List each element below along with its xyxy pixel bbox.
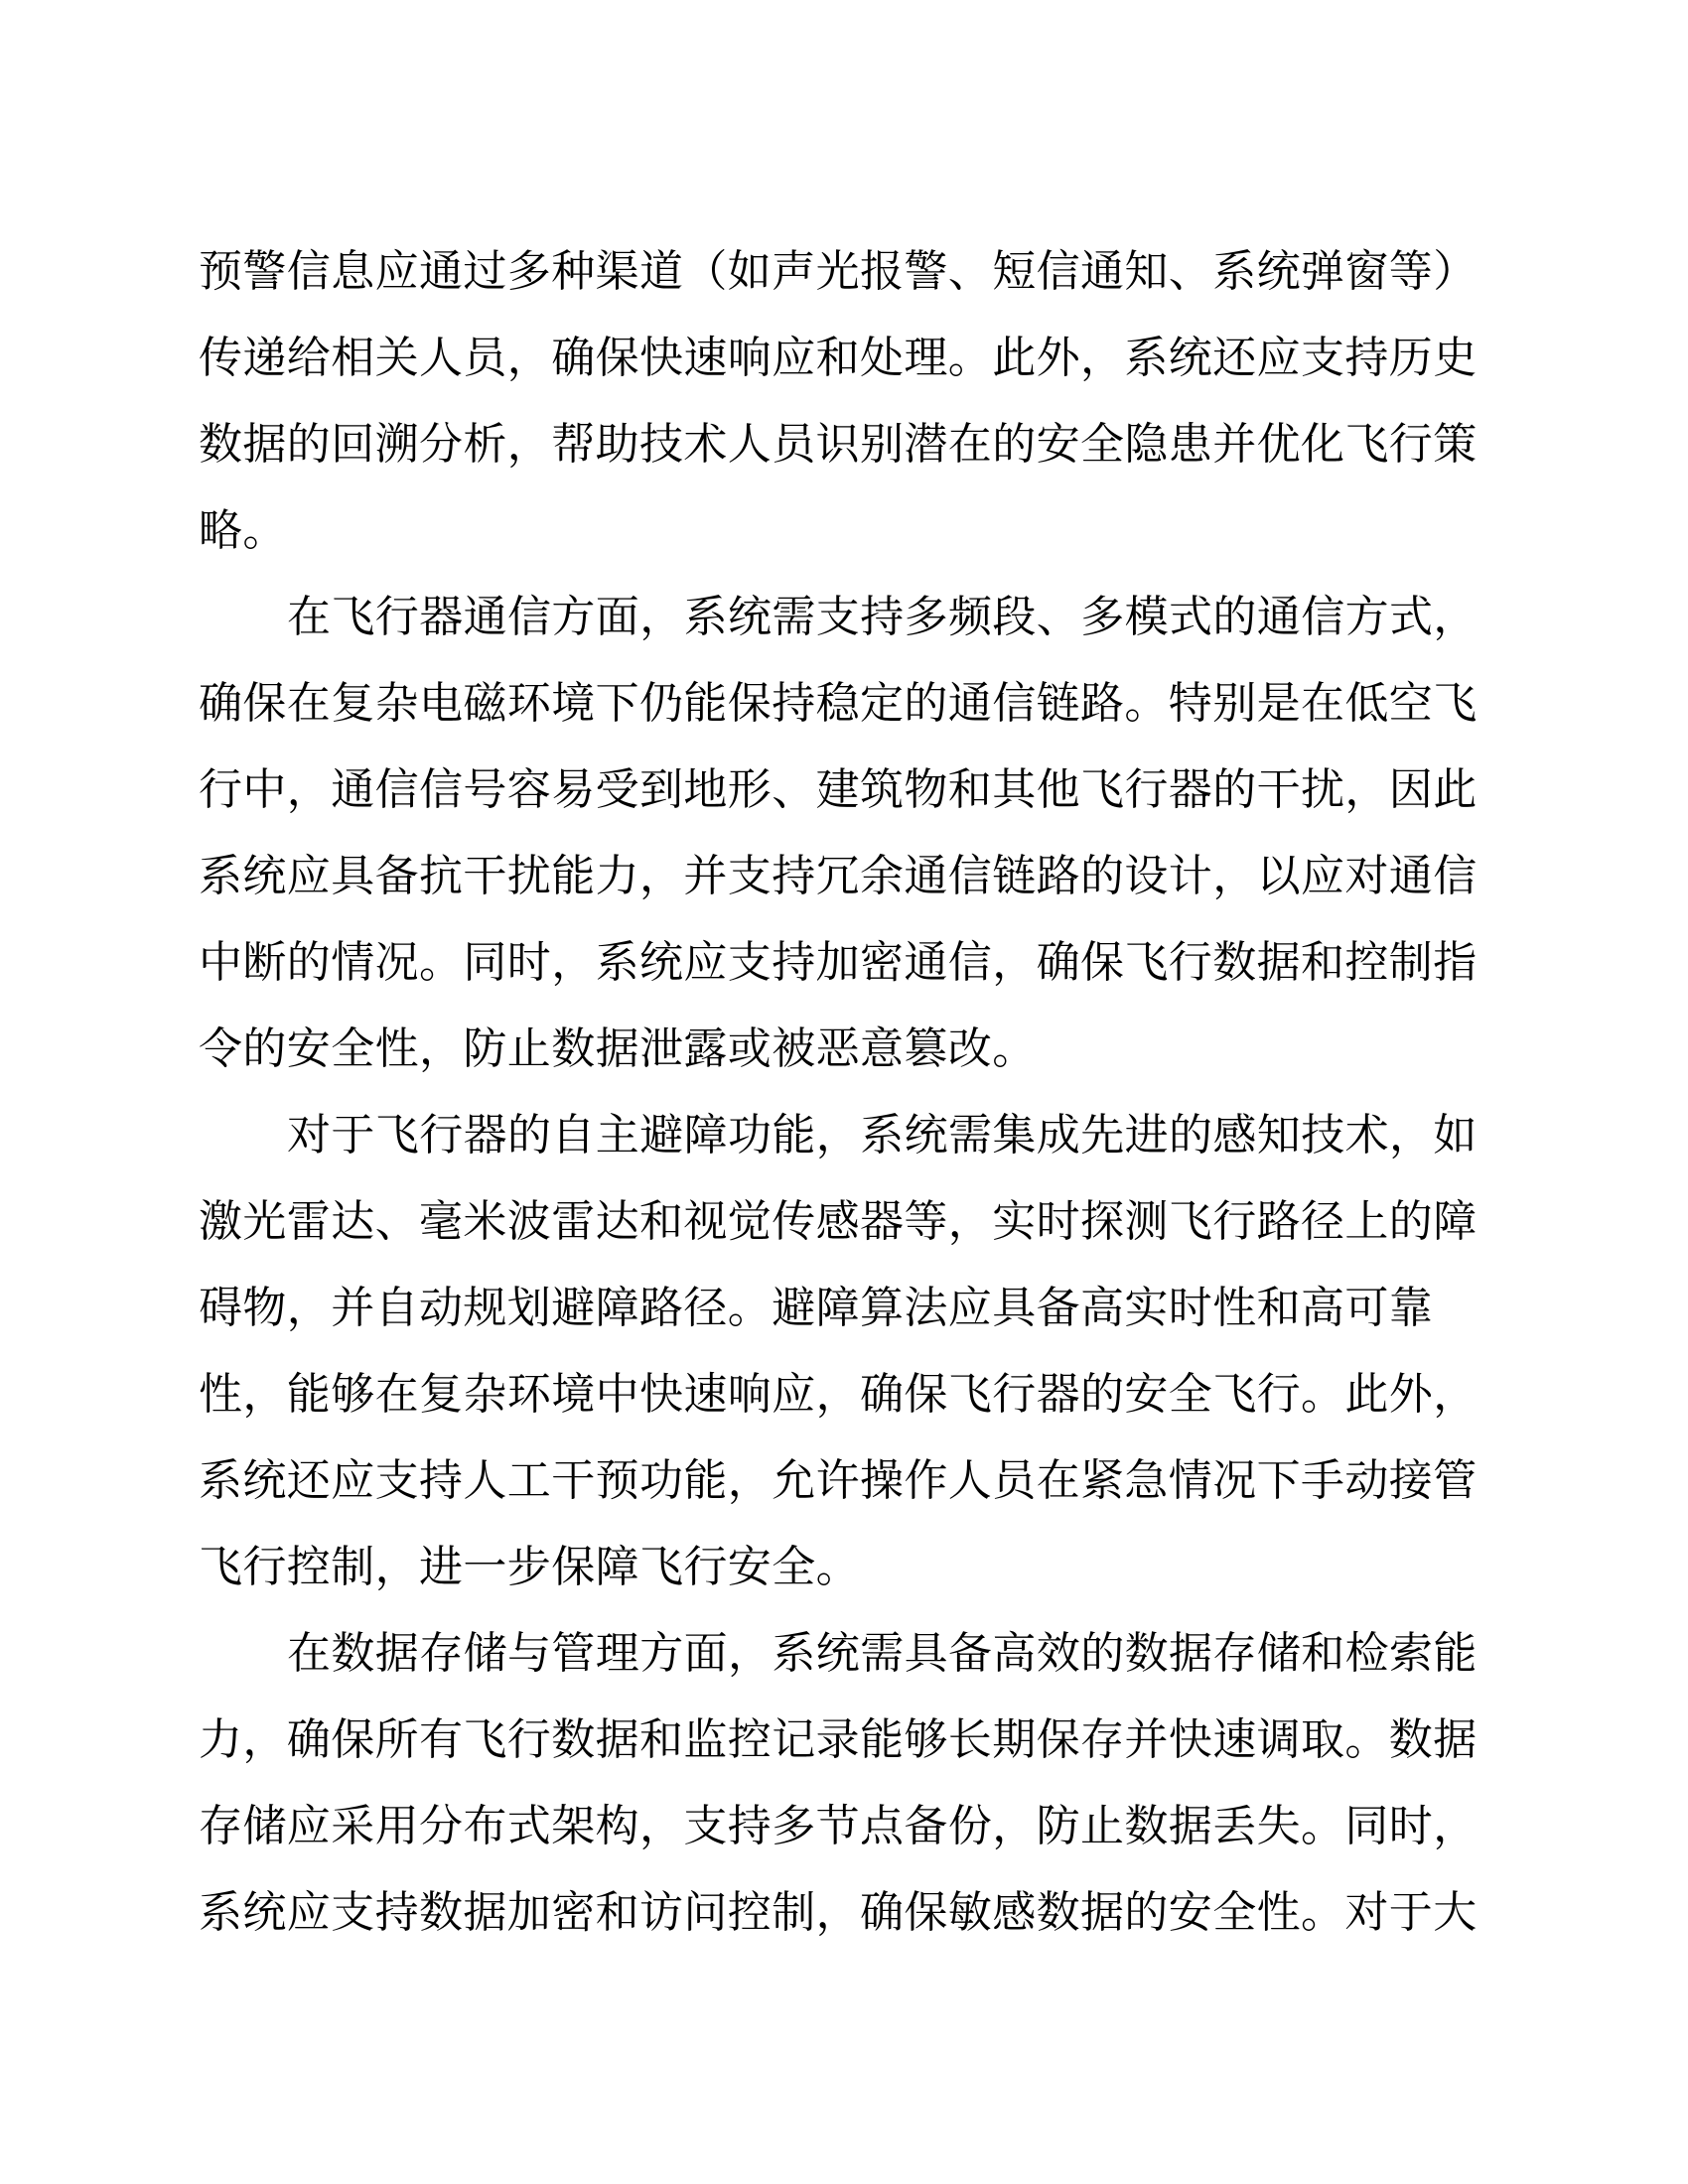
- text-line: 力，确保所有飞行数据和监控记录能够长期保存并快速调取。数据: [199, 1714, 1477, 1765]
- text-line: 中断的情况。同时，系统应支持加密通信，确保飞行数据和控制指: [199, 937, 1477, 988]
- text-line-paragraph-start: 在飞行器通信方面，系统需支持多频段、多模式的通信方式，: [287, 592, 1477, 642]
- text-line: 碍物，并自动规划避障路径。避障算法应具备高实时性和高可靠: [199, 1283, 1434, 1333]
- text-line: 性，能够在复杂环境中快速响应，确保飞行器的安全飞行。此外，: [199, 1369, 1477, 1420]
- text-line: 确保在复杂电磁环境下仍能保持稳定的通信链路。特别是在低空飞: [199, 678, 1477, 729]
- text-block: [199, 228, 1489, 1956]
- text-line: 行中，通信信号容易受到地形、建筑物和其他飞行器的干扰，因此: [199, 764, 1477, 815]
- text-line: 令的安全性，防止数据泄露或被恶意篡改。: [199, 1024, 1037, 1074]
- text-line: 数据的回溯分析，帮助技术人员识别潜在的安全隐患并优化飞行策: [199, 419, 1477, 470]
- text-line: 存储应采用分布式架构，支持多节点备份，防止数据丢失。同时，: [199, 1801, 1477, 1851]
- text-line: 系统应具备抗干扰能力，并支持冗余通信链路的设计，以应对通信: [199, 851, 1477, 901]
- text-line: 系统应支持数据加密和访问控制，确保敏感数据的安全性。对于大: [199, 1887, 1477, 1938]
- text-line: 略。: [199, 505, 287, 556]
- text-line: 激光雷达、毫米波雷达和视觉传感器等，实时探测飞行路径上的障: [199, 1196, 1477, 1247]
- text-line: 预警信息应通过多种渠道（如声光报警、短信通知、系统弹窗等）: [199, 246, 1477, 297]
- text-line-paragraph-start: 对于飞行器的自主避障功能，系统需集成先进的感知技术，如: [287, 1110, 1477, 1160]
- text-line-paragraph-start: 在数据存储与管理方面，系统需具备高效的数据存储和检索能: [287, 1628, 1477, 1679]
- text-line: 传递给相关人员，确保快速响应和处理。此外，系统还应支持历史: [199, 333, 1477, 383]
- text-line: 飞行控制，进一步保障飞行安全。: [199, 1542, 860, 1592]
- text-line: 系统还应支持人工干预功能，允许操作人员在紧急情况下手动接管: [199, 1455, 1477, 1506]
